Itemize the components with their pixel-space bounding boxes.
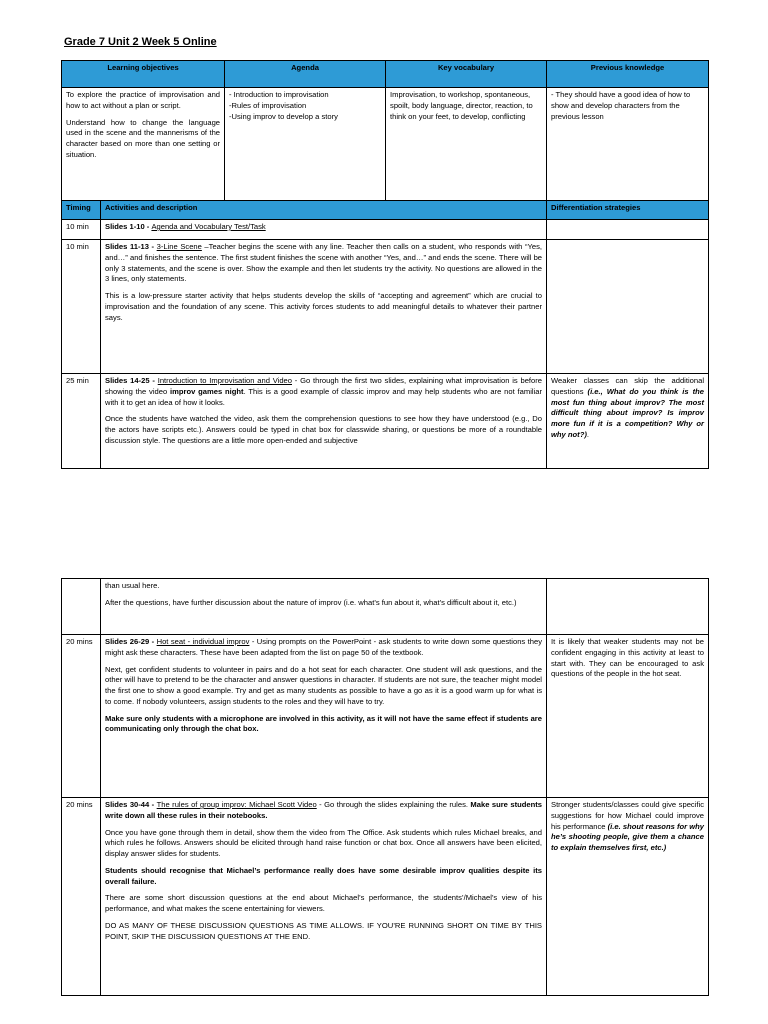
activity-paragraph: There are some short discussion questions at the end about Michael’s performance, the students’/Michael’s view of his performance, and what makes the scene entertaining for viewers. [105, 893, 542, 914]
differentiation-cell [547, 220, 709, 240]
header-agenda: Agenda [225, 61, 386, 88]
activity-paragraph: Next, get confident students to volunteer in pairs and do a hot seat for each character. One student will ask questions, and the other will have to pretend to be the character and answer questions in character. If students are not sure, the teacher might model the first one to show a good example. Try and get as many students as possible to have a go as it is a good warm up for what is to come. If nobody volunteers, assign students to the roles and they will have to try. [105, 664, 542, 706]
differentiation-questions: (i.e., What do you think is the most fun thing about improv? The most difficult thing about improv? Is improv more fun if it is a competition? Why or why not?) [551, 386, 705, 439]
activity-title: The rules of group improv: Michael Scott Video [156, 800, 317, 809]
activity-paragraph [105, 637, 542, 659]
differentiation-cell [547, 374, 709, 469]
slides-label: Slides 26-29 - [105, 637, 157, 646]
document-title: Grade 7 Unit 2 Week 5 Online [64, 36, 217, 48]
header-key-vocabulary: Key vocabulary [386, 61, 547, 88]
activity-cell [101, 579, 547, 635]
continued-row [62, 579, 709, 635]
slides-label: Slides 30-44 - [105, 800, 157, 809]
activity-row [62, 240, 709, 374]
activity-cell [101, 374, 547, 469]
activity-title: 3-Line Scene [156, 242, 202, 251]
differentiation-text: Stronger students/classes could give specific suggestions for how Michael could improve his performance [551, 800, 704, 831]
activity-text: - Go through the first two slides, explaining what improvisation is before showing the video [105, 376, 543, 396]
previous-knowledge-cell: - They should have a good idea of how to show and develop characters from the previous lesson [547, 88, 709, 201]
header-previous-knowledge: Previous knowledge [547, 61, 709, 88]
header-learning-objectives: Learning objectives [62, 61, 225, 88]
activity-paragraph: Once the students have watched the video, ask them the comprehension questions to see how they have understood (e.g., Do the actors have scripts etc.). Answers could be typed in chat box for classwide sharing, or questions be more of a roundtable discussion style. The questions are a little more open-ended and subjective [105, 414, 543, 445]
activity-title: Introduction to Improvisation and Video [157, 376, 292, 385]
activity-paragraph: DO AS MANY OF THESE DISCUSSION QUESTIONS AS TIME ALLOWS. IF YOU’RE RUNNING SHORT ON TIME BY THIS POINT, SKIP THE DISCUSSION QUESTIONS AT THE END. [105, 921, 542, 941]
activity-paragraph [105, 800, 542, 822]
subheader-timing: Timing [62, 201, 101, 220]
objective-2: Understand how to change the language used in the scene and the mannerisms of the character based on more than one setting or situation. [66, 117, 221, 159]
activity-row [62, 220, 709, 240]
activity-cell [101, 240, 547, 374]
activity-note: Make sure only students with a microphone are involved in this activity, as it will not have the same effect if students are communicating only through the chat box. [105, 713, 542, 734]
agenda-item-2: -Rules of improvisation [229, 100, 307, 110]
activity-paragraph [105, 376, 542, 408]
agenda-item-3: -Using improv to develop a story [229, 111, 338, 121]
vocabulary-cell: Improvisation, to workshop, spontaneous, spoilt, body language, director, reaction, to think on your feet, to develop, conflicting [386, 88, 547, 201]
lesson-plan-table-continued [61, 578, 709, 996]
timing-cell: 25 min [62, 374, 101, 469]
differentiation-cell [547, 579, 709, 635]
subheader-row [62, 201, 709, 220]
timing-cell: 10 min [62, 240, 101, 374]
activity-title: Hot seat - individual improv [156, 637, 250, 646]
differentiation-text: . [586, 429, 589, 439]
activity-instruction: Make sure students write down all these rules in their notebooks. [105, 800, 542, 820]
activity-row [62, 374, 709, 469]
subheader-activities: Activities and description [101, 201, 547, 220]
activity-text: . This is a good example of classic improv and may help students who are not familiar with it to get an idea of how it looks. [105, 386, 543, 407]
activity-text: - Using prompts on the PowerPoint - ask students to write down some questions they might ask these characters. These have been adapted from the list on page 50 of the textbook. [105, 637, 542, 657]
activity-title: Agenda and Vocabulary Test/Task [151, 222, 266, 231]
differentiation-cell [547, 240, 709, 374]
differentiation-cell [547, 798, 709, 996]
intro-row [62, 88, 709, 201]
activity-text: - Go through the slides explaining the rules. [316, 800, 471, 809]
activity-row [62, 635, 709, 798]
lesson-plan-table [61, 60, 709, 469]
slides-label: Slides 11-13 - [105, 242, 157, 251]
differentiation-cell: It is likely that weaker students may not be confident engaging in this activity at least to start with. They can be encouraged to ask questions of the people in the hot seat. [547, 635, 709, 798]
differentiation-text: Weaker classes can skip the additional questions [551, 376, 705, 396]
differentiation-examples: (i.e. shout reasons for why he’s shooting people, give them a chance to explain themselves first, etc.) [551, 821, 704, 853]
timing-cell: 10 min [62, 220, 101, 240]
objective-1: To explore the practice of improvisation and how to act without a plan or script. [66, 90, 221, 110]
video-title: improv games night [170, 386, 244, 396]
activity-note: Students should recognise that Michael’s performance really does have some desirable improv qualities despite its overall failure. [105, 865, 542, 886]
timing-cell [62, 579, 101, 635]
activity-row [62, 798, 709, 996]
header-row [62, 61, 709, 88]
activity-paragraph: Once you have gone through them in detail, show them the video from The Office. Ask students which rules Michael breaks, and which rules he follows. Answers should be elicited through hand raise function or chat box. Once all answers have been elicited, display answer slides for students. [105, 827, 542, 859]
activity-cell [101, 220, 547, 240]
activity-cell [101, 798, 547, 996]
activity-paragraph: This is a low-pressure starter activity that helps students develop the skills of “accepting and agreement” which are crucial to improvisation and the foundation of any scene. This activity forces students to add meaningful details to whatever their partner says. [105, 291, 543, 322]
activity-paragraph: After the questions, have further discussion about the nature of improv (i.e. what’s fun about it, what’s difficult about it, etc.) [105, 597, 517, 607]
activity-paragraph: than usual here. [105, 581, 160, 590]
subheader-differentiation: Differentiation strategies [547, 201, 709, 220]
agenda-cell [225, 88, 386, 201]
activity-cell [101, 635, 547, 798]
timing-cell: 20 mins [62, 635, 101, 798]
learning-objectives-cell [62, 88, 225, 201]
timing-cell: 20 mins [62, 798, 101, 996]
slides-label: Slides 1-10 - [105, 222, 152, 231]
agenda-item-1: - Introduction to improvisation [229, 90, 329, 99]
slides-label: Slides 14-25 - [105, 376, 158, 385]
activity-paragraph [105, 242, 542, 285]
activity-text: –Teacher begins the scene with any line. Teacher then calls on a student, who responds with “Yes, and…” and finishes the sentence. The first student finishes the scene with another “Yes, and…” and ends the scene. There will be only 3 statements, and the scene is over. Show the example and then let students try the activity. No questions are allowed in the 3 lines, only statements. [105, 242, 543, 284]
